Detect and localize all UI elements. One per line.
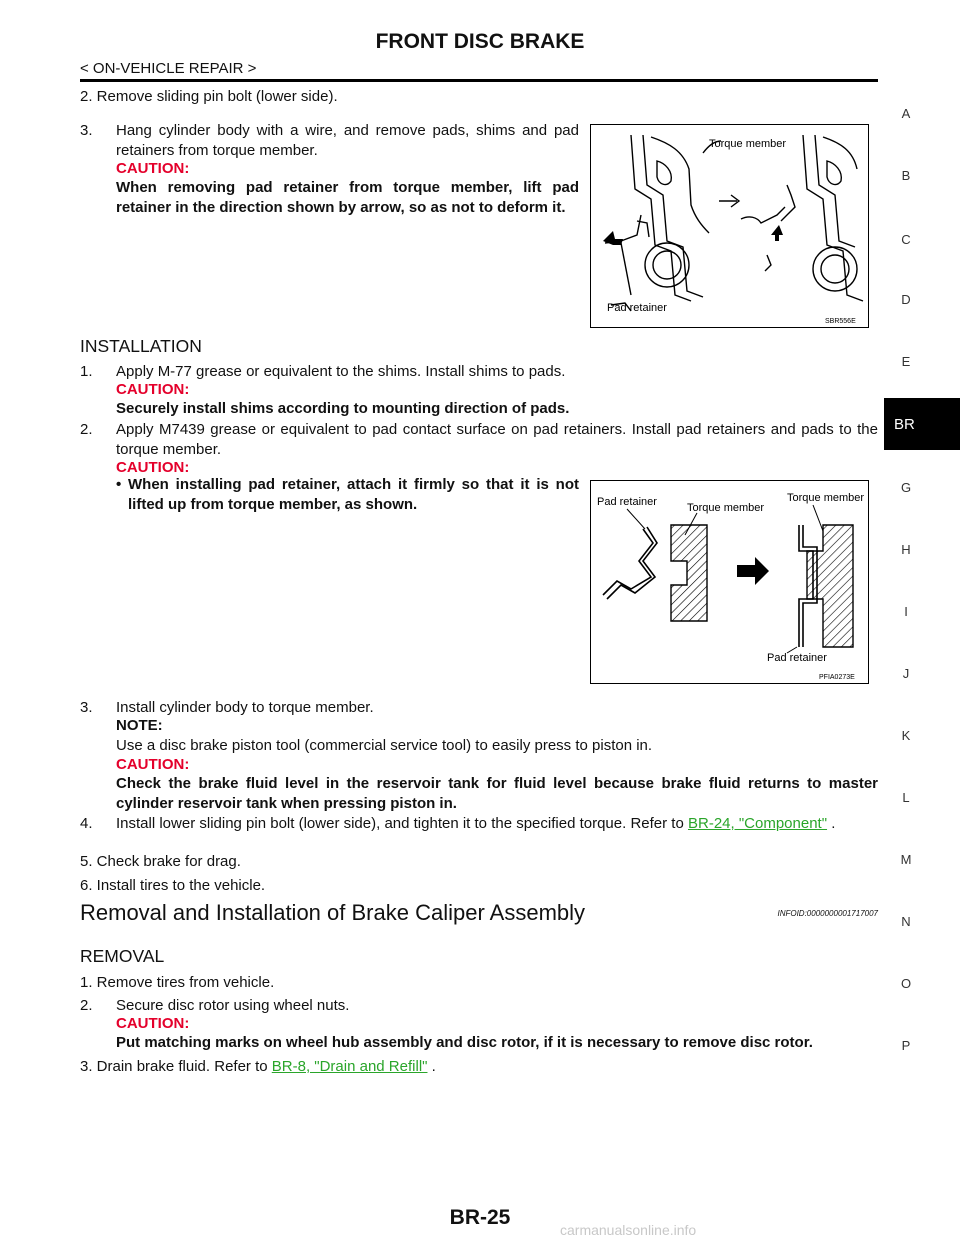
figure-code: SBR556E <box>825 318 856 325</box>
install-step-1-caution-text: Securely install shims according to mounting direction of pads. <box>116 400 570 417</box>
section-subtitle: < ON-VEHICLE REPAIR > <box>80 60 257 77</box>
pad-retainer-installation-illustration <box>591 481 868 683</box>
figure-code-2: PFIA0273E <box>819 674 855 681</box>
caution-text: When removing pad retainer from torque member, lift pad retainer in the direction shown by arrow, so as not to deform it. <box>116 179 579 216</box>
install-step-sliding-pin-bolt <box>116 814 878 834</box>
step-hang-cylinder: Hang cylinder body with a wire, and remove pads, shims and pad retainers from torque member. <box>116 122 579 159</box>
sidebar-letter-i[interactable]: I <box>904 604 908 619</box>
install-step-3-caution-text: Check the brake fluid level in the reservoir tank for fluid level because brake fluid returns to master cylinder reservoir tank when pressing piston in. <box>116 775 878 812</box>
install-step-2-caution-label: CAUTION: <box>116 459 190 476</box>
label-torque-member: Torque member <box>709 138 787 150</box>
sidebar-letter-e[interactable]: E <box>901 354 911 369</box>
install-step-2-number: 2. <box>80 421 93 438</box>
sidebar-letter-c[interactable]: C <box>901 232 911 247</box>
installation-heading: INSTALLATION <box>80 336 202 356</box>
removal-step-2-number: 2. <box>80 997 93 1014</box>
link-br-8-drain-refill[interactable]: BR-8, "Drain and Refill" <box>271 1058 428 1075</box>
install-step-cylinder-body: Install cylinder body to torque member. <box>116 699 374 716</box>
removal-step-secure-rotor: Secure disc rotor using wheel nuts. <box>116 997 350 1014</box>
link-br-24-component[interactable]: BR-24, "Component" <box>687 815 828 832</box>
removal-step-3-end: . <box>431 1058 436 1075</box>
page-number: BR-25 <box>449 1206 511 1229</box>
step-remove-pin-bolt: 2. Remove sliding pin bolt (lower side). <box>80 88 338 105</box>
bullet-mark: • <box>116 476 122 493</box>
figure-pad-retainer-installation <box>590 480 869 684</box>
page-title: FRONT DISC BRAKE <box>375 30 585 53</box>
sidebar-letter-p[interactable]: P <box>901 1038 911 1053</box>
sidebar-letter-g[interactable]: G <box>900 480 912 495</box>
section-heading-caliper: Removal and Installation of Brake Caliper Assembly <box>80 900 586 925</box>
sidebar-letter-o[interactable]: O <box>900 976 912 991</box>
figure-pad-retainer-removal <box>590 124 869 328</box>
header-rule <box>80 79 878 82</box>
sidebar-letter-h[interactable]: H <box>901 542 911 557</box>
install-step-2-caution-bullet: When installing pad retainer, attach it firmly so that it is not lifted up from torque member, as shown. <box>128 476 579 513</box>
removal-heading: REMOVAL <box>80 946 165 966</box>
label-torque-member-right: Torque member <box>787 492 865 504</box>
note-label: NOTE: <box>116 717 163 734</box>
install-step-apply-grease-retainers: Apply M7439 grease or equivalent to pad contact surface on pad retainers. Install pad retainers and pads to the torque member. <box>116 421 878 458</box>
removal-step-drain-fluid <box>80 1057 436 1077</box>
label-pad-retainer-left: Pad retainer <box>597 496 657 508</box>
install-step-3-number: 3. <box>80 699 93 716</box>
install-step-1-number: 1. <box>80 363 93 380</box>
install-step-4-text: Install lower sliding pin bolt (lower side), and tighten it to the specified torque. Refer to <box>116 815 684 832</box>
sidebar-letter-m[interactable]: M <box>900 852 912 867</box>
caution-label: CAUTION: <box>116 160 190 177</box>
sidebar-letter-j[interactable]: J <box>902 666 910 681</box>
install-step-apply-grease-shims: Apply M-77 grease or equivalent to the shims. Install shims to pads. <box>116 363 566 380</box>
sidebar-letter-a[interactable]: A <box>901 106 911 121</box>
info-id: INFOID:0000000001717007 <box>777 909 878 918</box>
sidebar-tab-br-active[interactable]: BR <box>884 398 960 450</box>
sidebar-letter-d[interactable]: D <box>901 292 911 307</box>
sidebar-letter-k[interactable]: K <box>901 728 911 743</box>
pad-retainer-removal-illustration <box>591 125 868 327</box>
install-step-install-tires: 6. Install tires to the vehicle. <box>80 877 266 894</box>
watermark: carmanualsonline.info <box>560 1222 697 1238</box>
install-step-4-end: . <box>831 815 836 832</box>
step-3-number: 3. <box>80 122 93 139</box>
sidebar-letter-l[interactable]: L <box>902 790 910 805</box>
label-torque-member-left: Torque member <box>687 502 765 514</box>
note-text: Use a disc brake piston tool (commercial service tool) to easily press to piston in. <box>116 737 653 754</box>
install-step-1-caution-label: CAUTION: <box>116 381 190 398</box>
install-step-4-number: 4. <box>80 815 93 832</box>
sidebar-letter-b[interactable]: B <box>901 168 911 183</box>
sidebar-letter-n[interactable]: N <box>901 914 911 929</box>
label-pad-retainer-right: Pad retainer <box>767 652 827 664</box>
removal-step-2-caution-text: Put matching marks on wheel hub assembly and disc rotor, if it is necessary to remove disc rotor. <box>116 1034 813 1051</box>
removal-step-remove-tires: 1. Remove tires from vehicle. <box>80 974 275 991</box>
removal-step-2-caution-label: CAUTION: <box>116 1015 190 1032</box>
label-pad-retainer: Pad retainer <box>607 302 667 314</box>
install-step-3-caution-label: CAUTION: <box>116 756 190 773</box>
removal-step-3-text: 3. Drain brake fluid. Refer to <box>80 1058 268 1075</box>
install-step-check-drag: 5. Check brake for drag. <box>80 853 241 870</box>
